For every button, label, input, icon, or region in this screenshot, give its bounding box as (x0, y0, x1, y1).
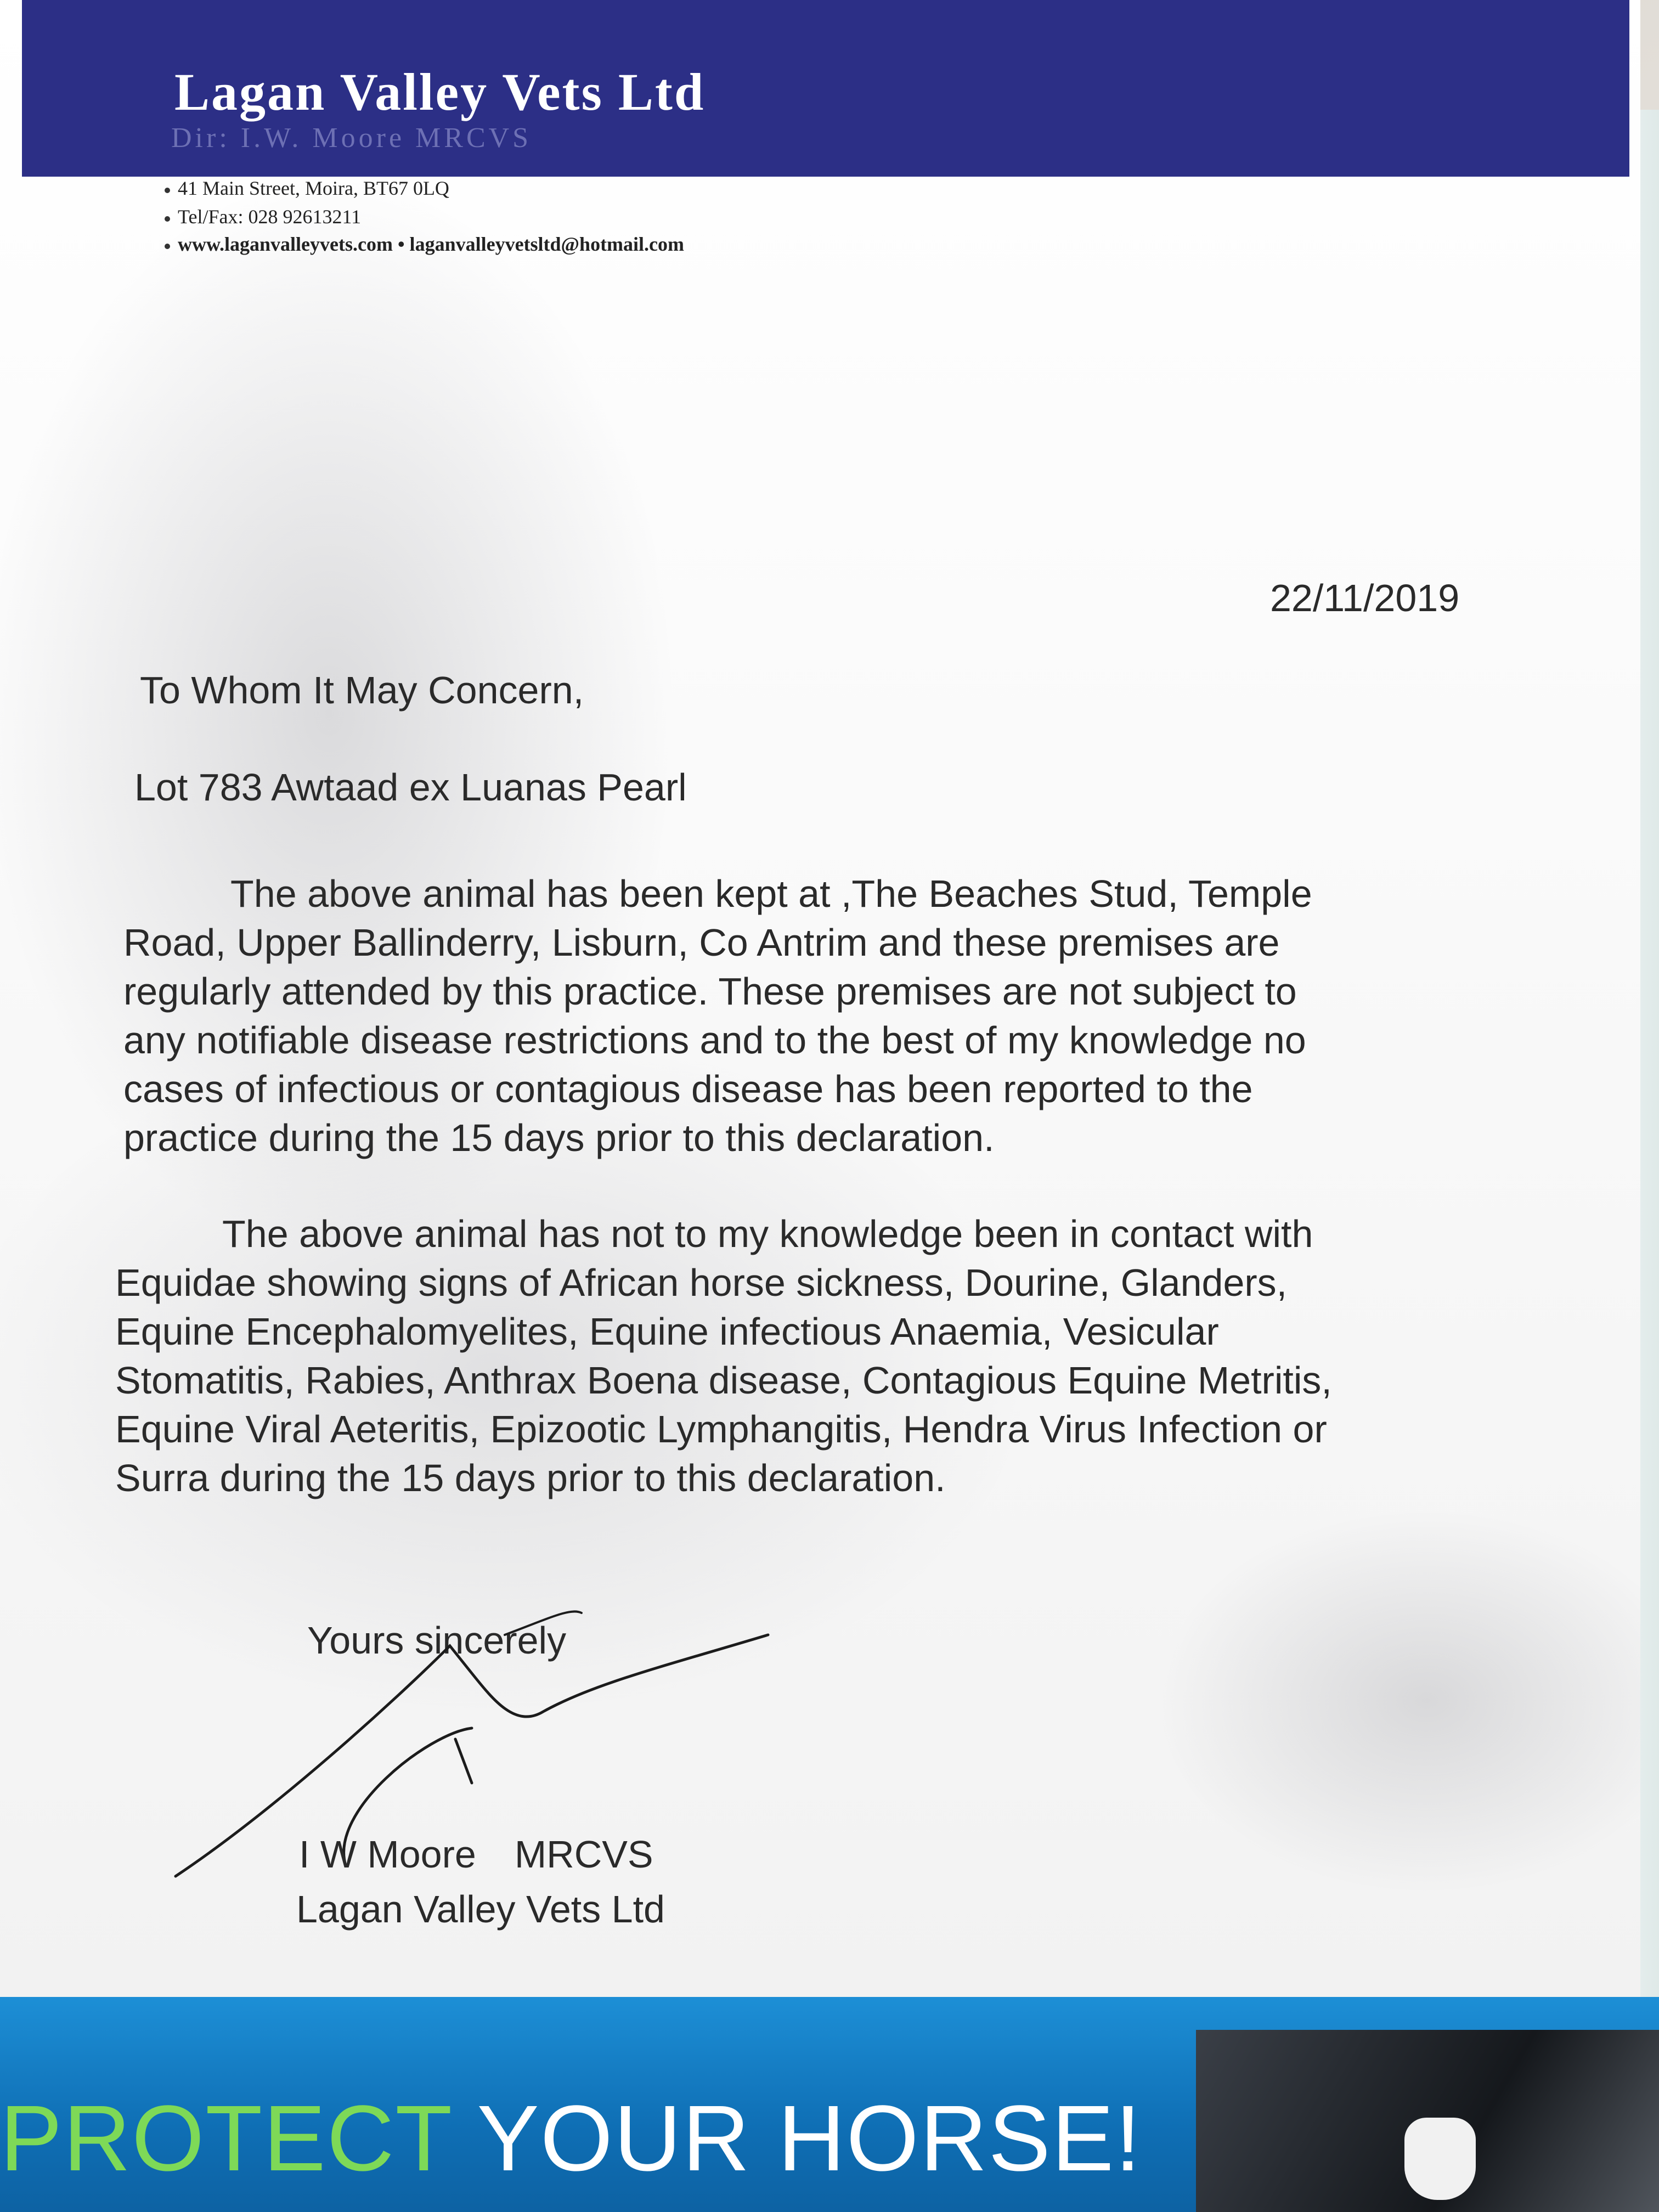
paragraph-line: Road, Upper Ballinderry, Lisburn, Co Antrim and these premises are (123, 921, 1280, 964)
letter-date: 22/11/2019 (1270, 577, 1460, 619)
address-text: 41 Main Street, Moira, BT67 0LQ (178, 177, 449, 199)
contact-web-email (165, 233, 684, 256)
signatory-line (299, 1832, 653, 1876)
bullet-icon (165, 244, 170, 249)
signatory-title: MRCVS (514, 1833, 653, 1876)
contact-address (165, 177, 449, 200)
signatory-name: I W Moore (299, 1833, 476, 1876)
paragraph-line: Stomatitis, Rabies, Anthrax Boena disease, Contagious Equine Metritis, (115, 1359, 1332, 1402)
paragraph-line: Equidae showing signs of African horse sickness, Dourine, Glanders, (115, 1261, 1288, 1304)
company-name: Lagan Valley Vets Ltd (174, 63, 706, 121)
web-email-text: www.laganvalleyvets.com • laganvalleyvetsltd@hotmail.com (178, 233, 685, 255)
paragraph-2 (115, 1210, 1332, 1503)
rider-glove (1404, 2118, 1476, 2200)
paragraph-line: Equine Viral Aeteritis, Epizootic Lymphangitis, Hendra Virus Infection or (115, 1408, 1327, 1451)
paragraph-line: Equine Encephalomyelites, Equine infectious Anaemia, Vesicular (115, 1310, 1219, 1353)
paragraph-line: cases of infectious or contagious disease has been reported to the (123, 1068, 1253, 1110)
paragraph-line: The above animal has been kept at ,The Beaches Stud, Temple (230, 872, 1312, 915)
company-director: Dir: I.W. Moore MRCVS (171, 122, 532, 154)
paragraph-line: regularly attended by this practice. These premises are not subject to (123, 970, 1297, 1013)
paragraph-line: practice during the 15 days prior to this declaration. (123, 1116, 995, 1159)
closing: Yours sincerely (307, 1619, 567, 1662)
phone-text: Tel/Fax: 028 92613211 (178, 206, 362, 228)
contact-phone (165, 205, 361, 228)
banner-slogan (0, 2085, 1142, 2192)
banner-word-your-horse: YOUR HORSE! (477, 2086, 1142, 2191)
bullet-icon (165, 216, 170, 222)
banner-word-protect: PROTECT (0, 2086, 452, 2191)
paragraph-1 (123, 870, 1312, 1163)
paragraph-line: Surra during the 15 days prior to this declaration. (115, 1457, 946, 1499)
paragraph-line: The above animal has not to my knowledge been in contact with (222, 1212, 1313, 1255)
signatory-company: Lagan Valley Vets Ltd (296, 1888, 665, 1931)
subject-line: Lot 783 Awtaad ex Luanas Pearl (134, 766, 687, 809)
bullet-icon (165, 188, 170, 193)
salutation: To Whom It May Concern, (140, 669, 584, 712)
paragraph-line: any notifiable disease restrictions and to the best of my knowledge no (123, 1019, 1306, 1062)
